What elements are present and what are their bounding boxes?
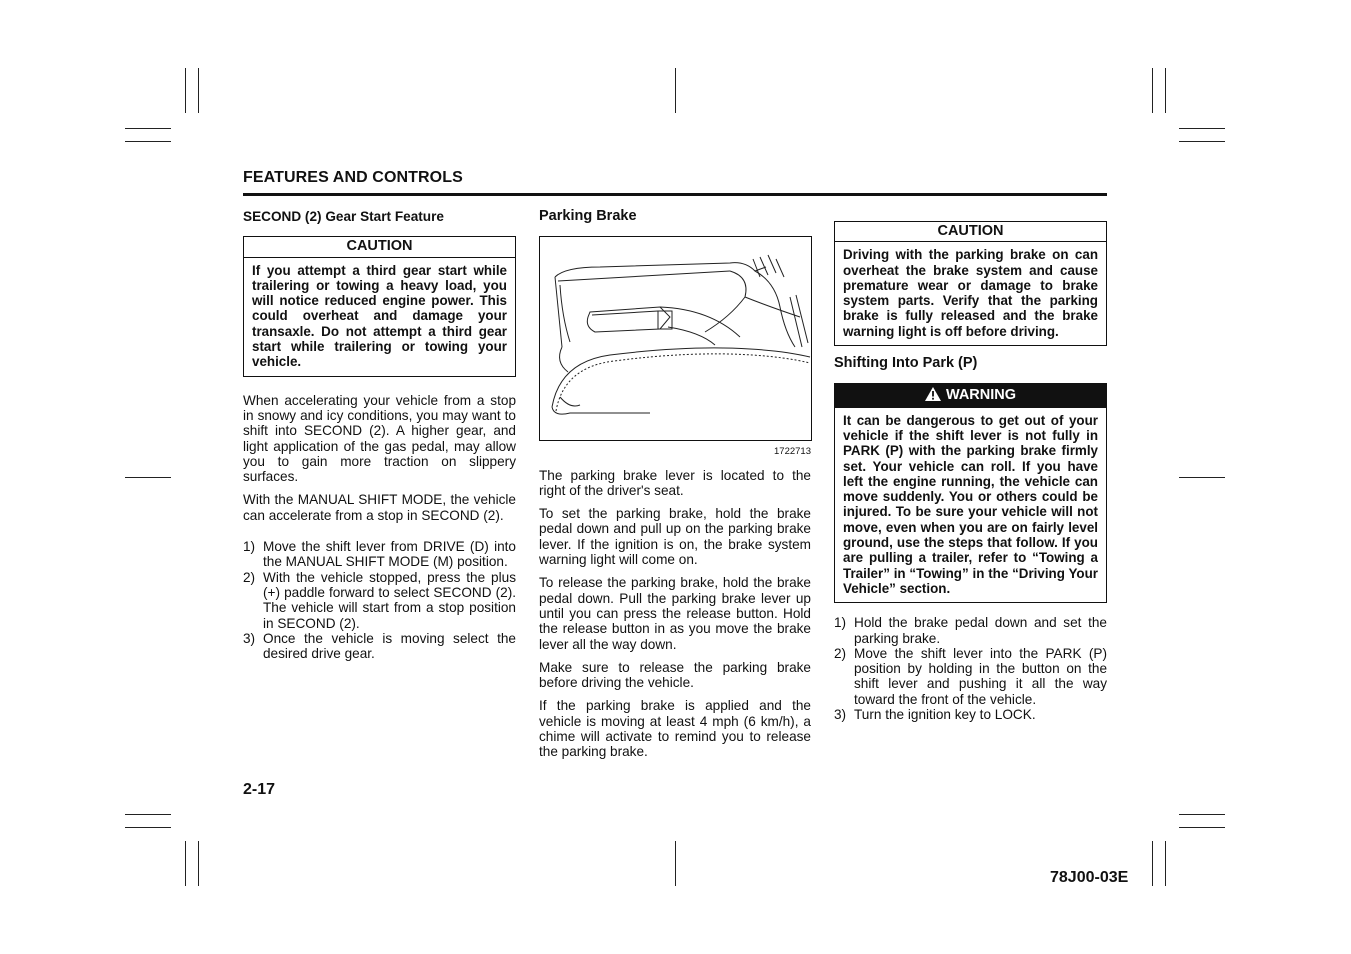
paragraph: To release the parking brake, hold the brake pedal down. Pull the parking brake lever up until you can press the release button. Hold the release button in as you move the brake lever all the way down. (539, 575, 811, 652)
paragraph: Make sure to release the parking brake before driving the vehicle. (539, 659, 811, 691)
warning-box (834, 383, 1107, 603)
step-number: 1) (834, 615, 847, 631)
second-gear-steps (243, 539, 516, 661)
paragraph: With the MANUAL SHIFT MODE, the vehicle can accelerate from a stop in SECOND (2). (243, 492, 516, 523)
shifting-into-park-heading: Shifting Into Park (P) (834, 355, 978, 372)
list-item (834, 646, 1107, 707)
list-item (243, 570, 516, 631)
step-number: 3) (243, 630, 256, 646)
step-number: 1) (243, 539, 256, 555)
list-item (243, 631, 516, 662)
warning-title-bar (835, 384, 1106, 407)
paragraph: When accelerating your vehicle from a stop in snowy and icy conditions, you may want to shift into SECOND (2). A higher gear, and light application of the gas pedal, may allow you to gain more traction on slippery surfaces. (243, 392, 516, 485)
step-text: Move the shift lever from DRIVE (D) into the MANUAL SHIFT MODE (M) position. (263, 539, 516, 570)
warning-triangle-icon (925, 387, 941, 401)
step-number: 2) (243, 569, 256, 585)
list-item (834, 707, 1107, 722)
step-number: 2) (834, 645, 847, 661)
caution-box-third-gear (243, 236, 516, 376)
warning-title: WARNING (945, 387, 1017, 404)
paragraph: To set the parking brake, hold the brake pedal down and pull up on the parking brake lever. If the ignition is on, the brake system warning light will come on. (539, 506, 811, 568)
figure-code: 1722713 (774, 446, 811, 458)
step-text: Turn the ignition key to LOCK. (854, 707, 1036, 723)
paragraph: If the parking brake is applied and the vehicle is moving at least 4 mph (6 km/h), a chime will activate to remind you to release the parking brake. (539, 698, 811, 760)
step-text: Move the shift lever into the PARK (P) position by holding in the button on the shift lever and pushing it all the way toward the front of the vehicle. (854, 645, 1107, 707)
parking-brake-illustration (539, 236, 812, 441)
step-text: Hold the brake pedal down and set the parking brake. (854, 615, 1107, 646)
list-item (243, 539, 516, 570)
warning-text: It can be dangerous to get out of your vehicle if the shift lever is not fully in PARK (P) with the parking brake firmly set. Your vehicle can roll. If you have left the engine running, the vehicle can move suddenly. You or others could be injured. To be sure your vehicle will not move, even when you are on fairly level ground, use the steps that follow. If you are pulling a trailer, refer to “Towing a Trailer” in “Towing” in the “Driving Your Vehicle” section. (843, 412, 1098, 596)
parking-brake-lever-drawing (540, 237, 811, 440)
park-steps (834, 615, 1107, 722)
step-text: Once the vehicle is moving select the desired drive gear. (263, 630, 516, 662)
step-number: 3) (834, 707, 847, 723)
step-text: With the vehicle stopped, press the plus (+) paddle forward to select SECOND (2). The vehicle will start from a stop position in SECOND (2). (263, 569, 516, 631)
list-item (834, 615, 1107, 646)
header-rule (243, 193, 1107, 196)
section-title: FEATURES AND CONTROLS (243, 169, 463, 186)
caution-text: If you attempt a third gear start while trailering or towing a heavy load, you will notice reduced engine power. This could overheat and damage your transaxle. Do not attempt a third gear start while trailering or towing your vehicle. (252, 262, 507, 370)
caution-title: CAUTION (244, 237, 515, 257)
paragraph: The parking brake lever is located to the right of the driver's seat. (539, 467, 811, 498)
caution-title: CAUTION (835, 222, 1106, 242)
caution-box-parking-brake (834, 221, 1107, 346)
caution-text: Driving with the parking brake on can overheat the brake system and cause premature wear or damage to brake system parts. Verify that the parking brake is fully released and the brake warning light is off before driving. (843, 247, 1098, 339)
parking-brake-heading: Parking Brake (539, 208, 637, 224)
document-code: 78J00-03E (1050, 869, 1129, 886)
column-2 (539, 208, 811, 768)
second-gear-heading: SECOND (2) Gear Start Feature (243, 209, 444, 224)
column-3 (834, 221, 1107, 722)
page-number: 2-17 (243, 781, 276, 798)
column-1 (243, 208, 516, 661)
